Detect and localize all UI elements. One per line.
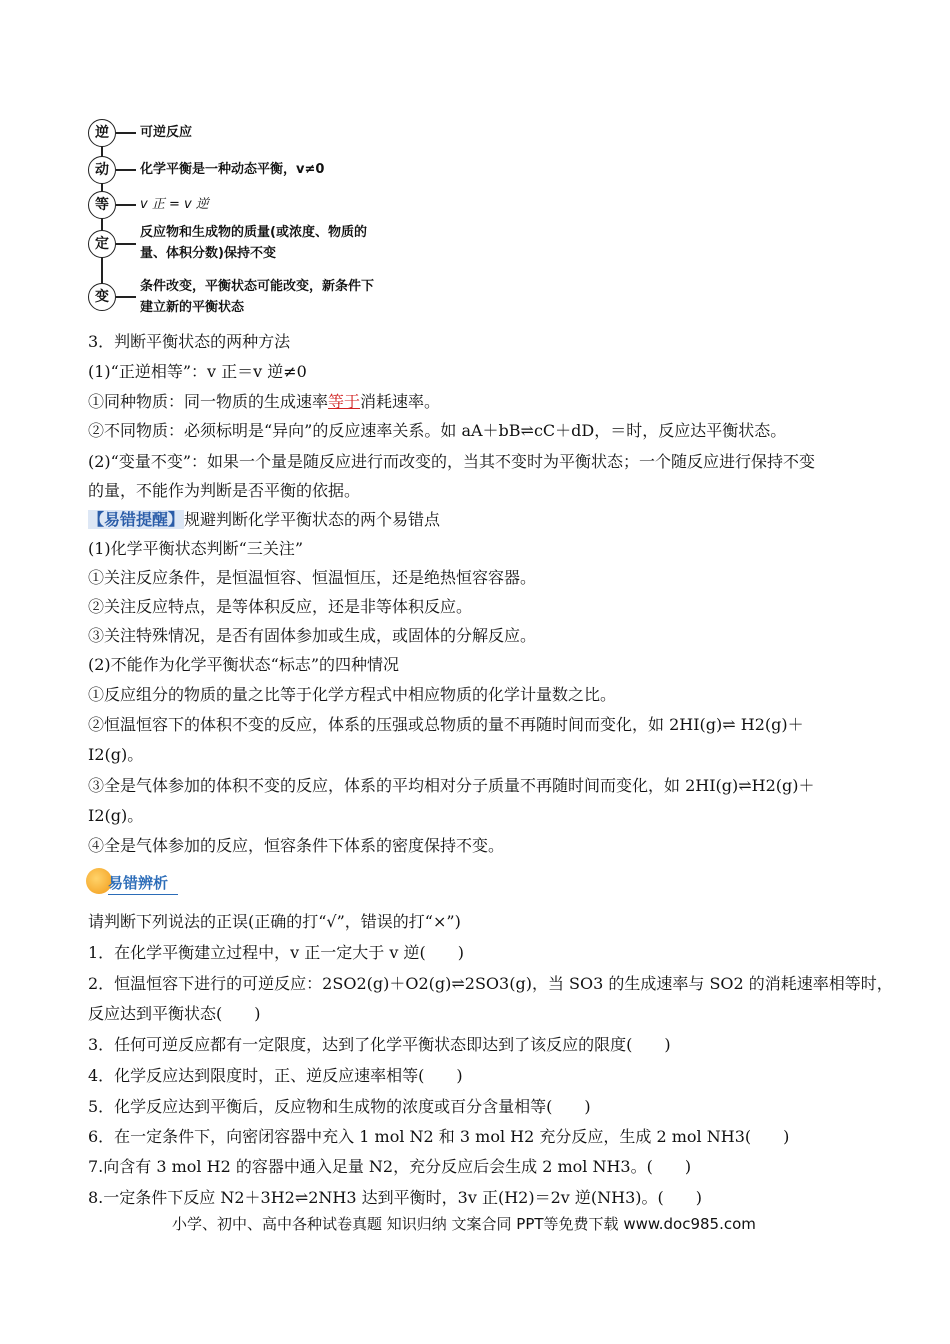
tip-item: ②恒温恒容下的体积不变的反应，体系的压强或总物质的量不再随时间而变化，如 2HI(g)⇌ H2(g)＋ xyxy=(88,715,804,734)
tip-item: ④全是气体参加的反应，恒容条件下体系的密度保持不变。 xyxy=(88,836,505,855)
method-2: (2)“变量不变”：如果一个量是随反应进行而改变的，当其不变时为平衡状态；一个随反应进行保持不变 xyxy=(88,452,816,471)
chain-node-deng: 等 xyxy=(88,191,116,219)
quiz-item: 8.一定条件下反应 N2＋3H2⇌2NH3 达到平衡时，3v 正(H2)＝2v 逆(NH3)。( ) xyxy=(88,1188,702,1207)
tip-item: ③关注特殊情况，是否有固体参加或生成，或固体的分解反应。 xyxy=(88,626,537,645)
tip-line xyxy=(88,510,440,530)
text: 消耗速率。 xyxy=(360,392,441,411)
section-badge xyxy=(86,866,182,900)
chain-text-ni: 可逆反应 xyxy=(140,125,193,140)
footer-ad: 小学、初中、高中各种试卷真题 知识归纳 文案合同 PPT等免费下载 www.doc985.com xyxy=(172,1215,756,1233)
quiz-item-cont: 反应达到平衡状态( ) xyxy=(88,1004,261,1023)
tip-point-1: (1)化学平衡状态判断“三关注” xyxy=(88,539,304,558)
method-1-different-substance: ②不同物质：必须标明是“异向”的反应速率关系。如 aA＋bB⇌cC＋dD，＝时，反应达平衡状态。 xyxy=(88,421,787,440)
highlight-equal: 等于 xyxy=(328,392,361,411)
chain-dash xyxy=(116,132,136,134)
chain-text-deng: v 正 = v 逆 xyxy=(140,197,209,212)
chain-dash xyxy=(116,204,136,206)
quiz-item: 7.向含有 3 mol H2 的容器中通入足量 N2，充分反应后会生成 2 mol NH3。( ) xyxy=(88,1157,692,1176)
chain-dash xyxy=(116,169,136,171)
chain-node-ni: 逆 xyxy=(88,119,116,147)
tip-point-2: (2)不能作为化学平衡状态“标志”的四种情况 xyxy=(88,655,400,674)
quiz-item: 3．任何可逆反应都有一定限度，达到了化学平衡状态即达到了该反应的限度( ) xyxy=(88,1035,671,1054)
tip-item-cont: I2(g)。 xyxy=(88,745,144,764)
quiz-item: 1．在化学平衡建立过程中，v 正一定大于 v 逆( ) xyxy=(88,943,465,962)
tip-item: ①反应组分的物质的量之比等于化学方程式中相应物质的化学计量数之比。 xyxy=(88,685,617,704)
quiz-instruction: 请判断下列说法的正误(正确的打“√”，错误的打“×”) xyxy=(88,912,461,931)
chain-node-ding: 定 xyxy=(88,230,116,258)
section-heading: 3．判断平衡状态的两种方法 xyxy=(88,332,291,351)
tip-text: 规避判断化学平衡状态的两个易错点 xyxy=(184,510,441,529)
chain-node-dong: 动 xyxy=(88,156,116,184)
tip-label: 【易错提醒】 xyxy=(88,510,185,529)
text: ①同种物质：同一物质的生成速率 xyxy=(88,392,329,411)
tip-item: ②关注反应特点，是等体积反应，还是非等体积反应。 xyxy=(88,597,473,616)
chain-dash xyxy=(116,296,136,298)
method-2-cont: 的量，不能作为判断是否平衡的依据。 xyxy=(88,481,361,500)
tip-item-cont: I2(g)。 xyxy=(88,806,144,825)
quiz-item: 5．化学反应达到平衡后，反应物和生成物的浓度或百分含量相等( ) xyxy=(88,1097,591,1116)
method-1: (1)“正逆相等”：v 正＝v 逆≠0 xyxy=(88,362,307,381)
quiz-item: 2．恒温恒容下进行的可逆反应：2SO2(g)＋O2(g)⇌2SO3(g)，当 SO3 的生成速率与 SO2 的消耗速率相等时， xyxy=(88,974,893,993)
tip-item: ③全是气体参加的体积不变的反应，体系的平均相对分子质量不再随时间而变化，如 2HI(g)⇌H2(g)＋ xyxy=(88,776,815,795)
chain-dash xyxy=(116,243,136,245)
chain-text-bian: 条件改变，平衡状态可能改变，新条件下 建立新的平衡状态 xyxy=(140,279,375,315)
method-1-same-substance xyxy=(88,392,440,412)
badge-underline xyxy=(108,894,178,895)
quiz-item: 4．化学反应达到限度时，正、逆反应速率相等( ) xyxy=(88,1066,463,1085)
chain-text-dong: 化学平衡是一种动态平衡，v≠0 xyxy=(140,162,325,177)
quiz-item: 6．在一定条件下，向密闭容器中充入 1 mol N2 和 3 mol H2 充分反应，生成 2 mol NH3( ) xyxy=(88,1127,790,1146)
equilibrium-feature-chain xyxy=(88,116,448,322)
chain-text-ding: 反应物和生成物的质量(或浓度、物质的 量、体积分数)保持不变 xyxy=(140,225,367,261)
badge-label: 易错辨析 xyxy=(108,874,169,892)
tip-item: ①关注反应条件，是恒温恒容、恒温恒压，还是绝热恒容容器。 xyxy=(88,568,537,587)
chain-node-bian: 变 xyxy=(88,283,116,311)
